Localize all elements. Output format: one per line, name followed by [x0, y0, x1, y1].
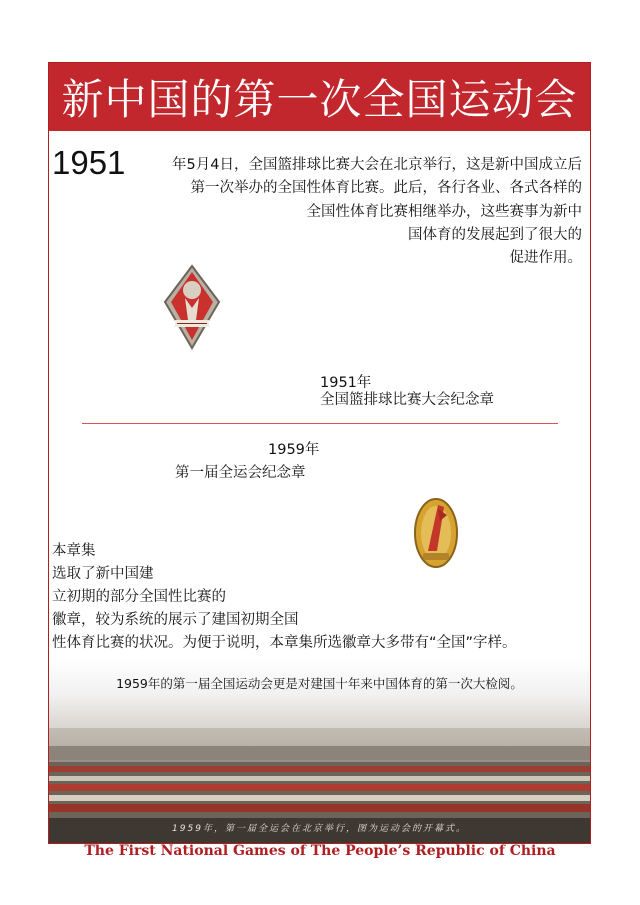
badge1-year: 1951年: [320, 375, 372, 391]
intro-line-5: 促进作用。: [509, 250, 582, 266]
collection-line-5: 性体育比赛的状况。为便于说明，本章集所选徽章大多带有“全国”字样。: [52, 635, 517, 651]
english-title: The First National Games of The People’s Republic of China: [84, 843, 556, 859]
collection-description: [52, 540, 517, 655]
badge1-name: 全国篮排球比赛大会纪念章: [320, 392, 494, 408]
page-title: 新中国的第一次全国运动会: [49, 63, 590, 131]
collection-line-1: 本章集: [52, 543, 96, 559]
collection-line-3: 立初期的部分全国性比赛的: [52, 589, 226, 605]
intro-year: 1951: [52, 144, 126, 181]
opening-ceremony-photo: [49, 658, 590, 843]
photo-caption: 1959年的第一届全国运动会更是对建国十年来中国体育的第一次大检阅。: [116, 676, 523, 691]
collection-line-4: 徽章，较为系统的展示了建国初期全国: [52, 612, 299, 628]
photo-footer-caption: 1959年，第一届全运会在北京举行，图为运动会的开幕式。: [172, 824, 467, 834]
intro-line-3: 全国性体育比赛相继举办，这些赛事为新中: [306, 204, 582, 220]
badge2-name: 第一届全运会纪念章: [175, 465, 306, 481]
intro-line-1: 年5月4日，全国篮排球比赛大会在北京举行，这是新中国成立后: [172, 157, 582, 173]
section-divider: [82, 423, 558, 424]
badge2-year: 1959年: [268, 442, 320, 458]
intro-line-4: 国体育的发展起到了很大的: [408, 227, 582, 243]
collection-line-2: 选取了新中国建: [52, 566, 154, 582]
basketball-volleyball-badge-image: [163, 264, 221, 354]
intro-line-2: 第一次举办的全国性体育比赛。此后，各行各业、各式各样的: [190, 180, 582, 196]
